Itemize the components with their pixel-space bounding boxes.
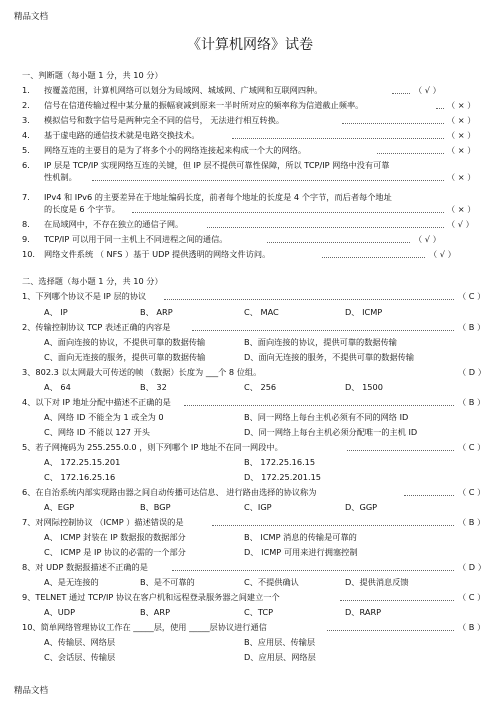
item-answer: （ × ） [447,172,476,182]
option-d: D、 ICMP 可用来进行拥塞控制 [244,547,358,557]
option-d: D、同一网络上每台主机必须分配唯一的主机 ID [244,427,418,437]
item-number: 5. [22,145,30,155]
option-b: B、 32 [140,382,167,392]
item-answer: （ × ） [447,100,476,110]
mc-question [22,291,486,304]
item-text: 网络文件系统 （ NFS ）基于 UDP 提供透明的网络文件访问。 [44,249,271,259]
option-c: C、面向无连接的服务，提供可靠的数据传输 [44,352,206,362]
option-a: A、 64 [44,382,71,392]
dot-leader [342,113,444,124]
question-stem: 9、TELNET 通过 TCP/IP 协议在客户机和远程登录服务器之间建立一个 [22,592,280,602]
dot-leader [92,170,444,181]
question-stem: 6、在自治系统内部实现路由器之间自动传播可达信息、 进行路由选择的协议称为 [22,487,317,497]
option-d: D、 ICMP [345,307,383,317]
item-number: 3. [22,115,30,125]
question-answer: （ D ） [458,367,486,377]
mc-question [22,487,486,500]
dot-leader [192,320,454,331]
question-stem: 1、下列哪个协议不是 IP 层的协议 [22,291,147,301]
option-d: D、提供消息反馈 [345,577,409,587]
dot-leader [132,202,444,213]
item-text-continued: 的长度是 6 个字节。 [44,204,120,214]
question-answer: （ B ） [458,322,486,332]
item-text-continued: 性机制。 [44,172,77,182]
dot-leader [340,590,454,601]
dot-leader [392,83,410,94]
option-c: C、不提供确认 [244,577,299,587]
dot-leader [347,440,454,451]
tf-item [22,220,478,232]
option-b: B、同一网络上每台主机必须有不同的网络 ID [244,412,409,422]
item-answer: （ √ ） [429,249,456,259]
question-answer: （ C ） [458,442,486,452]
item-number: 10. [22,249,36,259]
item-number: 7. [22,192,30,202]
mc-question [22,592,486,605]
item-answer: （ × ） [447,145,476,155]
mc-question [22,517,486,530]
question-stem: 2、传输控制协议 TCP 表述正确的内容是 [22,322,171,332]
item-text: 在局域网中，不存在独立的通信子网。 [44,219,184,229]
option-a: A、传输层、网络层 [44,637,116,647]
dot-leader [327,620,454,631]
option-c: C、网络 ID 不能以 127 开头 [44,427,150,437]
mc-question [22,622,486,635]
option-b: B、是不可靠的 [140,577,195,587]
item-answer: （ × ） [447,204,476,214]
question-answer: （ C ） [458,487,486,497]
option-d: D、 172.25.201.15 [244,472,321,482]
page-title: 《计算机网络》试卷 [187,37,313,53]
tf-item [22,131,478,143]
tf-item [22,101,478,113]
item-text: 按覆盖范围，计算机网络可以划分为局域网、城域网、广域网和互联网四种。 [44,85,323,95]
option-a: A、面向连接的协议，不提供可靠的数据传输 [44,337,206,347]
question-answer: （ C ） [458,592,486,602]
option-a: A、UDP [44,607,76,617]
tf-item-continued [22,205,478,217]
option-a: A、 172.25.15.201 [44,457,121,467]
item-text: TCP/IP 可以用于同一主机上不同进程之间的通信。 [44,234,228,244]
question-stem: 3、802.3 以太网最大可传送的帧 （数据）长度为 ___个 8 位组。 [22,367,262,377]
question-stem: 5、若子网掩码为 255.255.0.0 ，则下列哪个 IP 地址不在同一网段中。 [22,442,283,452]
question-answer: （ C ） [458,291,486,301]
dot-leader [172,560,454,571]
mc-question [22,442,486,455]
option-d: D、GGP [345,502,378,512]
item-number: 9. [22,234,30,244]
item-text: 模拟信号和数字信号是两种完全不同的信号， 无法进行相互转换。 [44,115,285,125]
item-answer: （ × ） [447,130,476,140]
mc-question [22,562,486,575]
option-c: C、IGP [244,502,272,512]
dot-leader [184,395,454,406]
question-answer: （ B ） [458,397,486,407]
question-stem: 8、对 UDP 数据报描述不正确的是 [22,562,148,572]
dot-leader [232,128,444,139]
item-answer: （ √ ） [447,219,474,229]
section-heading-mc: 二、选择题（每小题 1 分，共 10 分） [22,276,163,286]
option-b: B、应用层、传输层 [244,637,316,647]
option-b: B、 172.25.16.15 [244,457,316,467]
item-answer: （ √ ） [414,85,441,95]
mc-question [22,367,486,380]
option-c: C、会话层、传输层 [44,652,116,662]
dot-leader [322,247,425,258]
item-answer: （ √ ） [414,234,441,244]
section-heading-tf: 一、判断题（每小题 1 分，共 10 分） [22,70,163,80]
item-number: 1. [22,85,30,95]
option-a: A、是无连接的 [44,577,99,587]
footer-label: 精品文档 [14,686,49,696]
option-a: A、EGP [44,502,75,512]
item-number: 4. [22,130,30,140]
mc-question [22,322,486,335]
item-text: 基于虚电路的通信技术就是电路交换技术。 [44,130,200,140]
dot-leader [207,217,444,228]
option-d: D、RARP [345,607,382,617]
dot-leader [404,485,454,496]
option-a: A、 IP [44,307,68,317]
question-stem: 10、简单网络管理协议工作在 _____层，使用 _____层协议进行通信 [22,622,267,632]
item-answer: （ × ） [447,115,476,125]
question-answer: （ D ） [458,562,486,572]
item-text: IP 层是 TCP/IP 实现网络互连的关键，但 IP 层不提供可靠性保障，所以 TCP/IP 网络中没有可靠 [44,160,390,170]
dot-leader [267,232,410,243]
option-d: D、面向无连接的服务，不提供可靠的数据传输 [244,352,415,362]
item-text: 网络互连的主要目的是为了将多个小的网络连接起来构成一个大的网络。 [44,145,307,155]
option-c: C、 172.16.25.16 [44,472,116,482]
dot-leader [436,98,444,109]
dot-leader [164,289,454,300]
option-b: B、 ICMP 消息的传输是可靠的 [244,532,357,542]
tf-item [22,235,478,247]
option-a: A、网络 ID 不能全为 1 或全为 0 [44,412,164,422]
item-number: 6. [22,160,30,170]
option-b: B、BGP [140,502,171,512]
question-answer: （ B ） [458,517,486,527]
option-b: B、ARP [140,607,171,617]
option-b: B、面向连接的协议，提供可靠的数据传输 [244,337,397,347]
item-number: 8. [22,219,30,229]
tf-item [22,116,478,128]
option-c: C、TCP [244,607,274,617]
item-text: IPv4 和 IPv6 的主要差异在于地址编码长度，前者每个地址的长度是 4 个字节，而后者每个地址 [44,192,392,202]
tf-item [22,86,478,98]
question-stem: 4、以下对 IP 地址分配中描述不正确的是 [22,397,171,407]
option-c: C、 MAC [244,307,279,317]
tf-item-continued [22,173,478,185]
item-text: 信号在信道传输过程中某分量的振幅衰减到原来一半时所对应的频率称为信道截止频率。 [44,100,364,110]
dot-leader [377,143,444,154]
tf-item [22,146,478,158]
mc-question [22,397,486,410]
option-c: C、 256 [244,382,277,392]
tf-item [22,250,478,262]
option-b: B、 ARP [140,307,173,317]
question-stem: 7、对网际控制协议 （ICMP ）描述错误的是 [22,517,184,527]
option-d: D、应用层、网络层 [244,652,316,662]
dot-leader [212,515,454,526]
option-c: C、 ICMP 是 IP 协议的必需的一个部分 [44,547,186,557]
option-d: D、 1500 [345,382,383,392]
option-a: A、 ICMP 封装在 IP 数据报的数据部分 [44,532,186,542]
header-label: 精品文档 [14,12,49,22]
question-answer: （ B ） [458,622,486,632]
item-number: 2. [22,100,30,110]
